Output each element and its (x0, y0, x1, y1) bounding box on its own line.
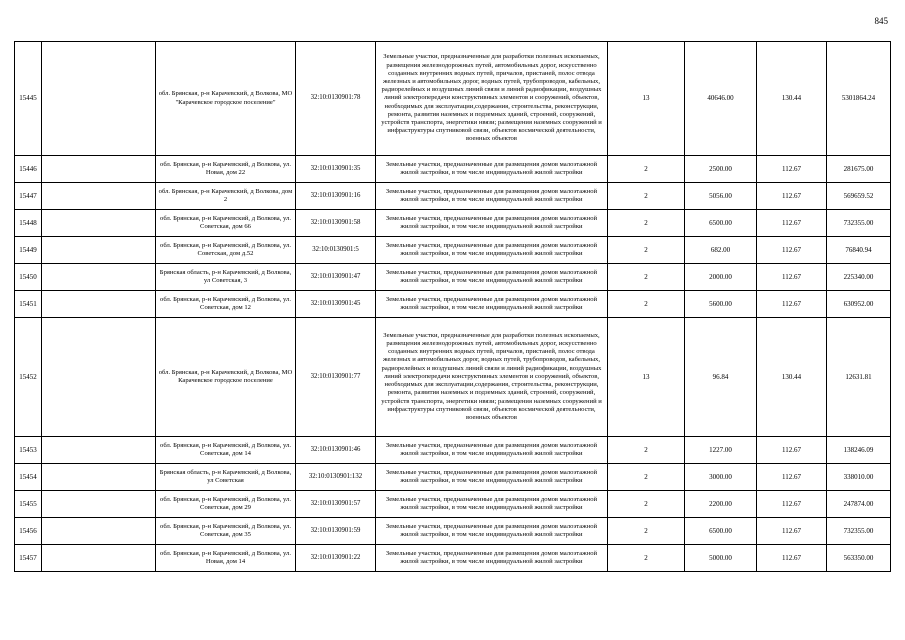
cadastral-number-cell: 32:10:0130901:57 (296, 491, 376, 518)
category-cell: 2 (608, 264, 685, 291)
cadastral-value-cell: 569659.52 (827, 183, 891, 210)
land-use-cell: Земельные участки, предназначенные для размещения домов малоэтажной жилой застройки, в том числе индивидуальной жилой застройки (376, 237, 608, 264)
rate-cell: 130.44 (757, 318, 827, 437)
category-cell: 2 (608, 518, 685, 545)
empty-cell (42, 156, 156, 183)
rate-cell: 112.67 (757, 264, 827, 291)
empty-cell (42, 464, 156, 491)
rate-cell: 112.67 (757, 545, 827, 572)
address-cell: обл. Брянская, р-н Карачевский, д Волкова, дом 2 (156, 183, 296, 210)
table-row (15, 183, 891, 210)
cadastral-number-cell: 32:10:0130901:58 (296, 210, 376, 237)
row-number: 15447 (15, 183, 42, 210)
row-number: 15452 (15, 318, 42, 437)
rate-cell: 112.67 (757, 237, 827, 264)
cadastral-value-cell: 630952.00 (827, 291, 891, 318)
table-row (15, 264, 891, 291)
empty-cell (42, 291, 156, 318)
address-cell: обл. Брянская, р-н Карачевский, д Волкова, ул. Советская, дом 14 (156, 437, 296, 464)
empty-cell (42, 545, 156, 572)
table-row (15, 464, 891, 491)
area-cell: 6500.00 (685, 518, 757, 545)
category-cell: 2 (608, 491, 685, 518)
land-use-cell: Земельные участки, предназначенные для размещения домов малоэтажной жилой застройки, в том числе индивидуальной жилой застройки (376, 183, 608, 210)
land-use-cell: Земельные участки, предназначенные для размещения домов малоэтажной жилой застройки, в том числе индивидуальной жилой застройки (376, 545, 608, 572)
land-use-cell: Земельные участки, предназначенные для разработки полезных ископаемых, размещения железнодорожных путей, автомобильных дорог, искусственно созданных внутренних водных путей, причалов, пристаней, полос отвода железных и автомобильных дорог, водных путей, трубопроводов, кабельных, радиорелейных и воздушных линий связи и линий радиофикации, воздушных линий электропередачи конструктивных элементов и сооружений, объектов, необходимых для эксплуатации,содержания, строительства, реконструкции, ремонта, развития наземных и подземных зданий, строений, сооружений, устройств транспорта, энергетики нвязи; размещения наземных сооружений и инфраструктуры спутниковой связи, объектов космической деятельности, военных объектов (376, 318, 608, 437)
rate-cell: 112.67 (757, 183, 827, 210)
table-row (15, 545, 891, 572)
cadastral-number-cell: 32:10:0130901:59 (296, 518, 376, 545)
rate-cell: 112.67 (757, 210, 827, 237)
empty-cell (42, 42, 156, 156)
cadastral-number-cell: 32:10:0130901:132 (296, 464, 376, 491)
row-number: 15454 (15, 464, 42, 491)
category-cell: 2 (608, 183, 685, 210)
row-number: 15455 (15, 491, 42, 518)
land-use-cell: Земельные участки, предназначенные для размещения домов малоэтажной жилой застройки, в том числе индивидуальной жилой застройки (376, 464, 608, 491)
empty-cell (42, 183, 156, 210)
category-cell: 13 (608, 42, 685, 156)
cadastral-value-cell: 247874.00 (827, 491, 891, 518)
cadastral-number-cell: 32:10:0130901:35 (296, 156, 376, 183)
address-cell: обл. Брянская, р-н Карачевский, д Волкова, ул. Советская, дом 29 (156, 491, 296, 518)
area-cell: 3000.00 (685, 464, 757, 491)
rate-cell: 112.67 (757, 491, 827, 518)
cadastral-value-cell: 563350.00 (827, 545, 891, 572)
address-cell: обл. Брянская, р-н Карачевский, д Волкова, ул. Советская, дом 12 (156, 291, 296, 318)
table-row (15, 42, 891, 156)
cadastral-number-cell: 32:10:0130901:77 (296, 318, 376, 437)
address-cell: Брянская область, р-н Карачевский, д Волкова, ул Советская (156, 464, 296, 491)
cadastral-value-cell: 138246.09 (827, 437, 891, 464)
empty-cell (42, 437, 156, 464)
row-number: 15445 (15, 42, 42, 156)
cadastral-value-cell: 225340.00 (827, 264, 891, 291)
address-cell: Брянская область, р-н Карачевский, д Волкова, ул Советская, 3 (156, 264, 296, 291)
rate-cell: 112.67 (757, 156, 827, 183)
area-cell: 6500.00 (685, 210, 757, 237)
row-number: 15451 (15, 291, 42, 318)
address-cell: обл. Брянская, р-н Карачевский, д Волкова, ул. Новая, дом 14 (156, 545, 296, 572)
cadastral-value-cell: 281675.00 (827, 156, 891, 183)
row-number: 15456 (15, 518, 42, 545)
rate-cell: 112.67 (757, 437, 827, 464)
area-cell: 2500.00 (685, 156, 757, 183)
row-number: 15453 (15, 437, 42, 464)
rate-cell: 112.67 (757, 464, 827, 491)
area-cell: 96.84 (685, 318, 757, 437)
rate-cell: 112.67 (757, 291, 827, 318)
category-cell: 2 (608, 545, 685, 572)
address-cell: обл. Брянская, р-н Карачевский, д Волкова, ул. Советская, дом д.52 (156, 237, 296, 264)
category-cell: 2 (608, 156, 685, 183)
area-cell: 1227.00 (685, 437, 757, 464)
row-number: 15450 (15, 264, 42, 291)
cadastral-number-cell: 32:10:0130901:46 (296, 437, 376, 464)
empty-cell (42, 518, 156, 545)
cadastral-value-cell: 5301864.24 (827, 42, 891, 156)
table-body (15, 42, 891, 572)
table-row (15, 518, 891, 545)
land-use-cell: Земельные участки, предназначенные для размещения домов малоэтажной жилой застройки, в том числе индивидуальной жилой застройки (376, 491, 608, 518)
table-row (15, 491, 891, 518)
cadastral-number-cell: 32:10:0130901:22 (296, 545, 376, 572)
table-row (15, 237, 891, 264)
rate-cell: 130.44 (757, 42, 827, 156)
land-use-cell: Земельные участки, предназначенные для размещения домов малоэтажной жилой застройки, в том числе индивидуальной жилой застройки (376, 210, 608, 237)
land-use-cell: Земельные участки, предназначенные для размещения домов малоэтажной жилой застройки, в том числе индивидуальной жилой застройки (376, 518, 608, 545)
row-number: 15448 (15, 210, 42, 237)
land-use-cell: Земельные участки, предназначенные для размещения домов малоэтажной жилой застройки, в том числе индивидуальной жилой застройки (376, 437, 608, 464)
cadastral-value-cell: 76840.94 (827, 237, 891, 264)
category-cell: 2 (608, 291, 685, 318)
cadastral-value-cell: 338010.00 (827, 464, 891, 491)
table-row (15, 318, 891, 437)
table-row (15, 291, 891, 318)
area-cell: 5056.00 (685, 183, 757, 210)
cadastral-number-cell: 32:10:0130901:45 (296, 291, 376, 318)
area-cell: 5000.00 (685, 545, 757, 572)
category-cell: 13 (608, 318, 685, 437)
category-cell: 2 (608, 237, 685, 264)
area-cell: 40646.00 (685, 42, 757, 156)
cadastral-number-cell: 32:10:0130901:47 (296, 264, 376, 291)
address-cell: обл. Брянская, р-н Карачевский, д Волкова, МО "Карачевское городское поселение" (156, 42, 296, 156)
table-row (15, 156, 891, 183)
land-use-cell: Земельные участки, предназначенные для разработки полезных ископаемых, размещения железнодорожных путей, автомобильных дорог, искусственно созданных внутренних водных путей, причалов, пристаней, полос отвода железных и автомобильных дорог, водных путей, трубопроводов, кабельных, радиорелейных и воздушных линий связи и линий радиофикации, воздушных линий электропередачи конструктивных элементов и сооружений, объектов, необходимых для эксплуатации,содержания, строительства, реконструкции, ремонта, развития наземных и подземных зданий, строений, сооружений, устройств транспорта, энергетики нвязи; размещения наземных сооружений и инфраструктуры спутниковой связи, объектов космической деятельности, военных объектов (376, 42, 608, 156)
row-number: 15457 (15, 545, 42, 572)
page-number: 845 (874, 16, 888, 26)
land-use-cell: Земельные участки, предназначенные для размещения домов малоэтажной жилой застройки, в том числе индивидуальной жилой застройки (376, 156, 608, 183)
cadastral-number-cell: 32:10:0130901:78 (296, 42, 376, 156)
empty-cell (42, 264, 156, 291)
cadastral-value-cell: 732355.00 (827, 518, 891, 545)
area-cell: 2000.00 (685, 264, 757, 291)
land-use-cell: Земельные участки, предназначенные для размещения домов малоэтажной жилой застройки, в том числе индивидуальной жилой застройки (376, 291, 608, 318)
area-cell: 5600.00 (685, 291, 757, 318)
area-cell: 682.00 (685, 237, 757, 264)
address-cell: обл. Брянская, р-н Карачевский, д Волкова, ул. Советская, дом 66 (156, 210, 296, 237)
empty-cell (42, 318, 156, 437)
address-cell: обл. Брянская, р-н Карачевский, д Волкова, ул. Советская, дом 35 (156, 518, 296, 545)
address-cell: обл. Брянская, р-н Карачевский, д Волкова, ул. Новая, дом 22 (156, 156, 296, 183)
category-cell: 2 (608, 464, 685, 491)
area-cell: 2200.00 (685, 491, 757, 518)
land-registry-table (14, 41, 891, 572)
category-cell: 2 (608, 437, 685, 464)
empty-cell (42, 491, 156, 518)
empty-cell (42, 210, 156, 237)
cadastral-number-cell: 32:10:0130901:16 (296, 183, 376, 210)
land-use-cell: Земельные участки, предназначенные для размещения домов малоэтажной жилой застройки, в том числе индивидуальной жилой застройки (376, 264, 608, 291)
row-number: 15446 (15, 156, 42, 183)
address-cell: обл. Брянская, р-н Карачевский, д Волкова, МО Карачевское городское поселение (156, 318, 296, 437)
cadastral-value-cell: 732355.00 (827, 210, 891, 237)
table-row (15, 437, 891, 464)
empty-cell (42, 237, 156, 264)
cadastral-value-cell: 12631.81 (827, 318, 891, 437)
table-row (15, 210, 891, 237)
rate-cell: 112.67 (757, 518, 827, 545)
category-cell: 2 (608, 210, 685, 237)
cadastral-number-cell: 32:10:0130901:5 (296, 237, 376, 264)
row-number: 15449 (15, 237, 42, 264)
